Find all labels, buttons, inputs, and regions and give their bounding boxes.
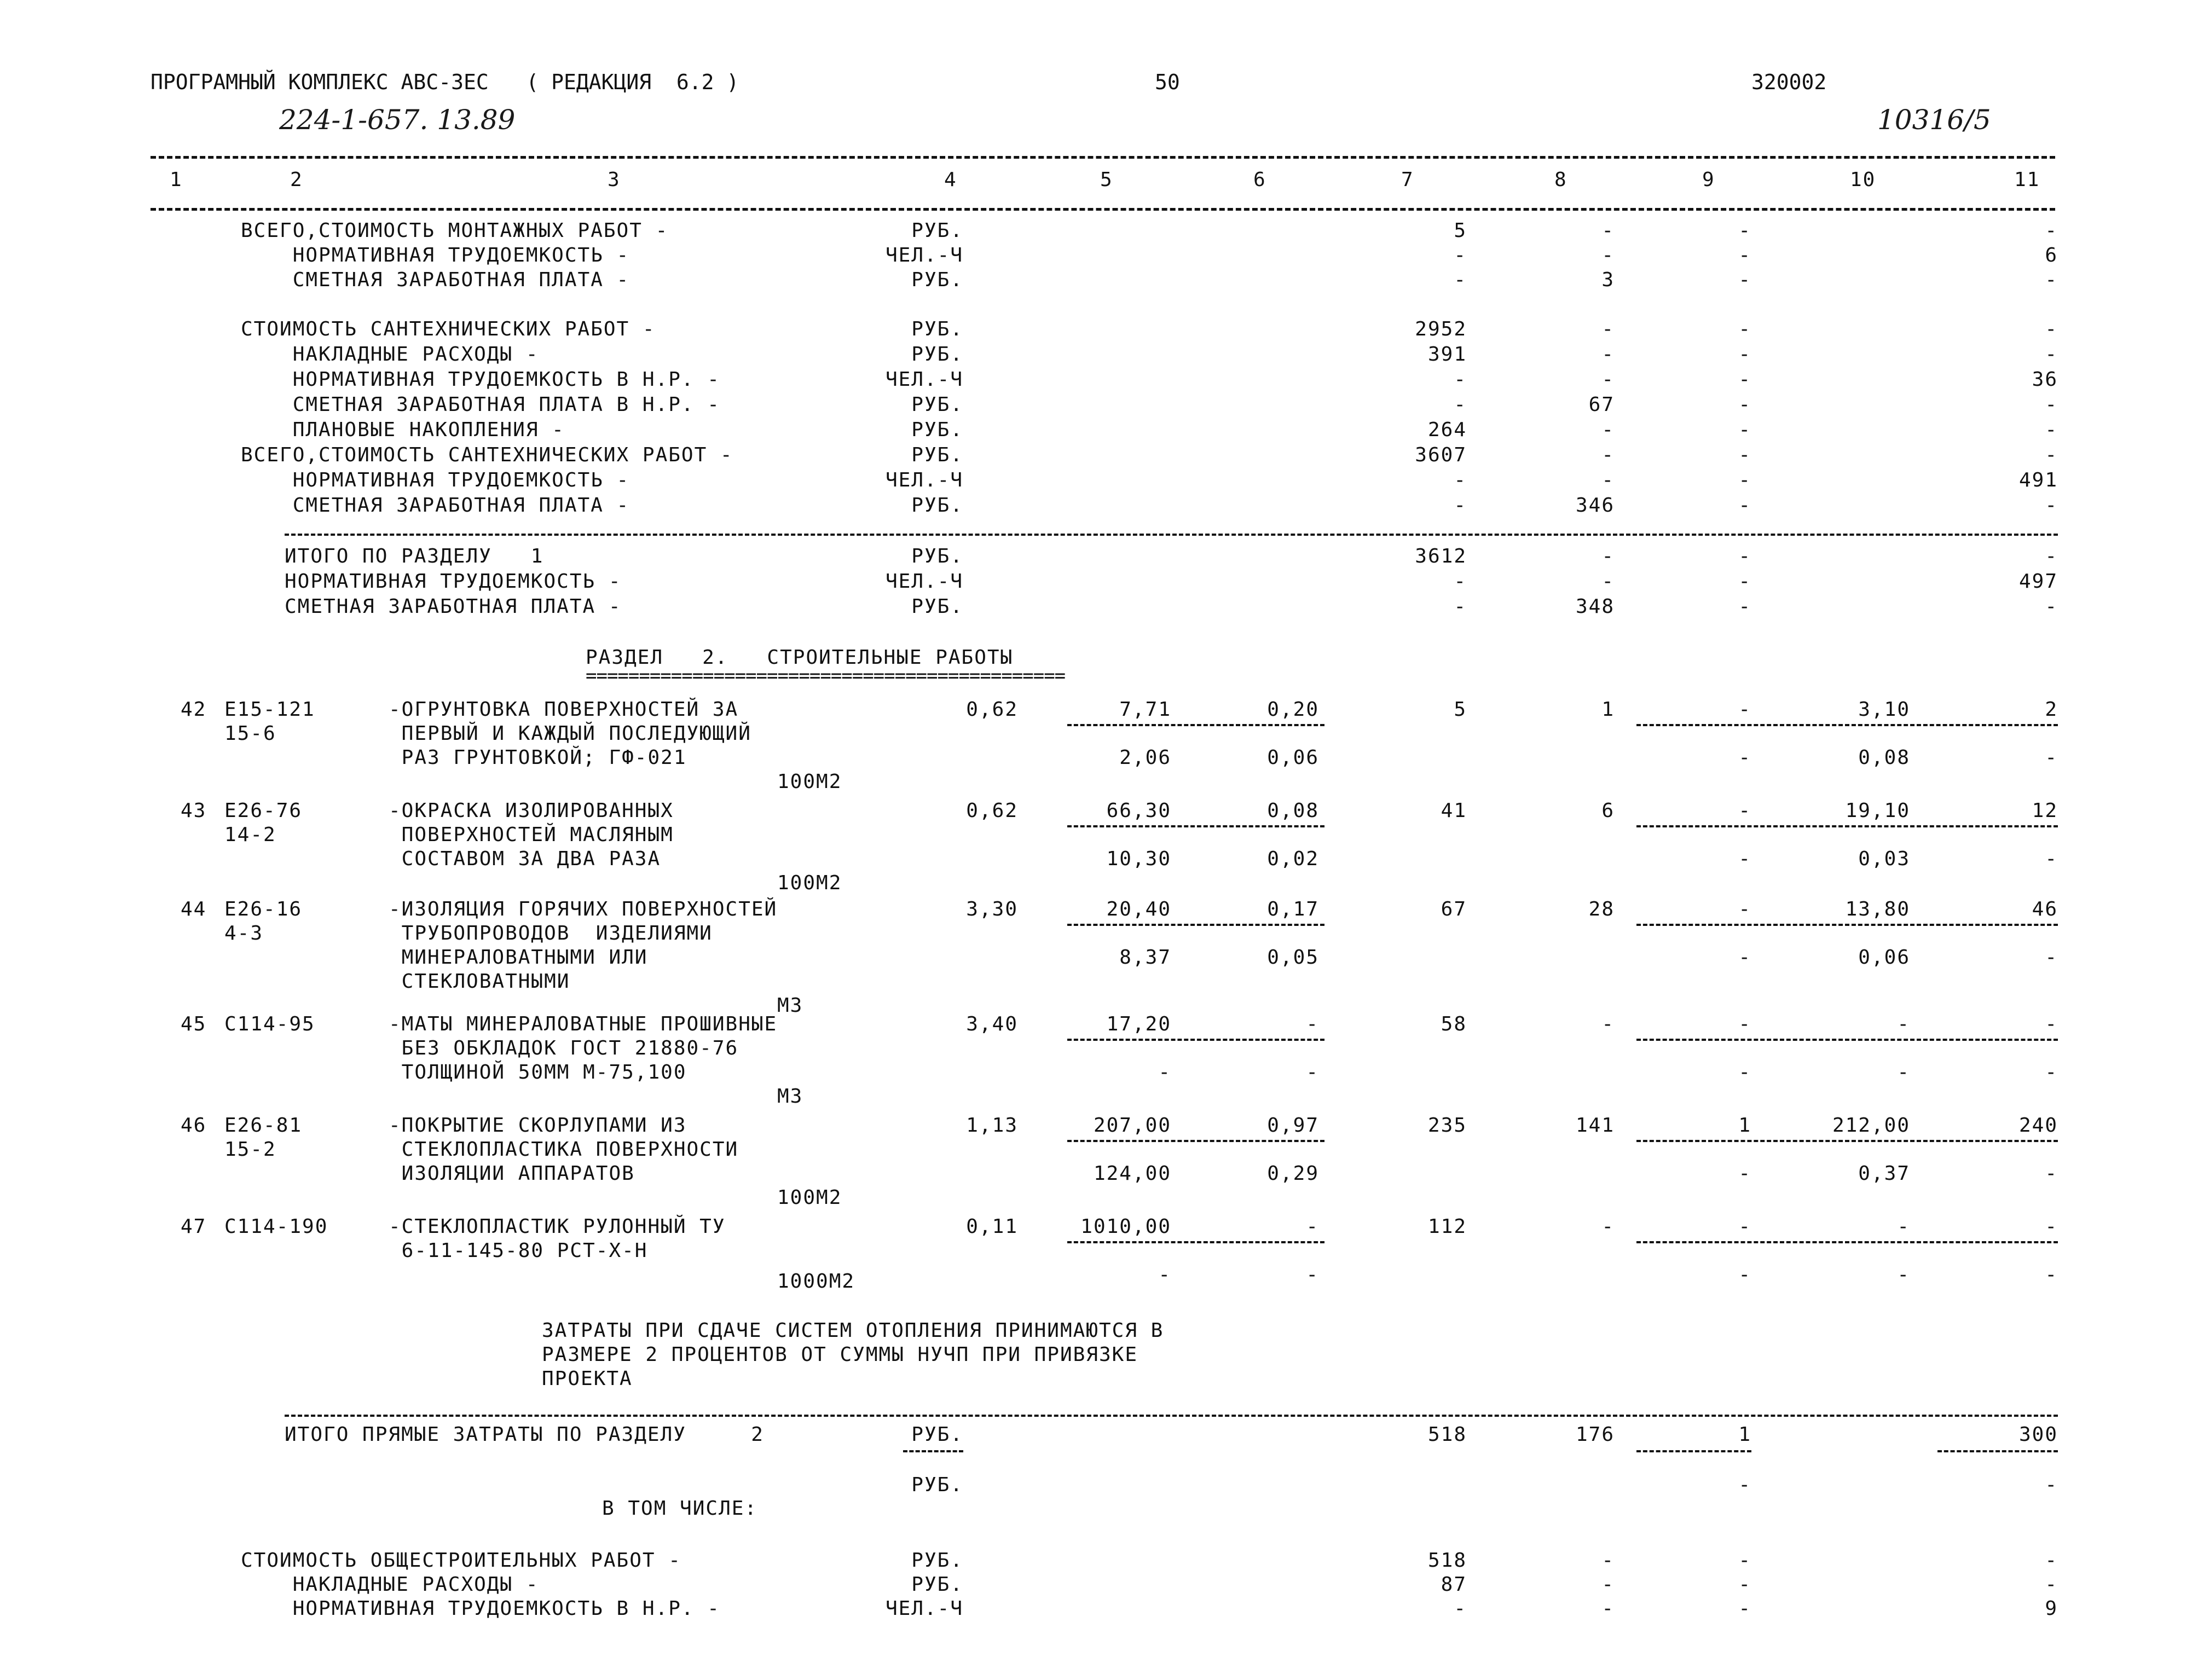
item-number: 47 [181,1215,207,1238]
summary-col8: 348 [1575,595,1615,618]
item-col6-sub: 0,06 [1267,746,1319,769]
item-col9-sub: - [1738,746,1751,769]
summary-col7: 518 [1427,1549,1467,1572]
summary-col7: - [1454,1597,1467,1620]
item-unit-price: 7,71 [1119,698,1171,721]
item-quantity: 1,13 [966,1114,1018,1137]
summary-col8: - [1601,219,1615,242]
section-total-col11: 300 [2018,1423,2058,1446]
item-unit-price-sub: 124,00 [1093,1162,1171,1185]
summary-label: ВСЕГО,СТОИМОСТЬ САНТЕХНИЧЕСКИХ РАБОТ - [241,444,733,466]
item-col8: 28 [1588,898,1615,920]
item-col11-sub: - [2045,746,2058,769]
summary-col9: - [1738,1573,1751,1596]
section-total-col8: 176 [1575,1423,1615,1446]
item-description: -ИЗОЛЯЦИЯ ГОРЯЧИХ ПОВЕРХНОСТЕЙ [389,898,778,920]
item-col6: 0,17 [1267,898,1319,920]
summary-col9: - [1738,318,1751,340]
summary-col7: - [1454,469,1467,491]
summary-label: СТОИМОСТЬ ОБЩЕСТРОИТЕЛЬНЫХ РАБОТ - [241,1549,681,1572]
summary-col9: - [1738,469,1751,491]
summary-col9: - [1738,269,1751,291]
item-number: 44 [181,898,207,920]
section-total-label: ИТОГО ПРЯМЫЕ ЗАТРАТЫ ПО РАЗДЕЛУ 2 [285,1423,764,1446]
item-col11: - [2045,1013,2058,1035]
item-unit-price-sub: 10,30 [1106,848,1171,870]
summary-unit: РУБ. [911,318,963,340]
item-col11: 2 [2045,698,2058,721]
item-total: 67 [1441,898,1467,920]
item-number: 45 [181,1013,207,1035]
section-total-unit: РУБ. [911,1423,963,1446]
item-code-sub: 4-3 [224,922,264,945]
item-col8: 1 [1601,698,1615,721]
item-col6: 0,08 [1267,800,1319,822]
summary-unit: РУБ. [911,595,963,618]
summary-unit: РУБ. [911,343,963,366]
item-unit: 100М2 [777,872,842,894]
summary-col7: 3612 [1415,545,1467,567]
summary-col11: 6 [2045,244,2058,267]
summary-col8: 67 [1588,393,1615,416]
item-col8: - [1601,1013,1615,1035]
item-unit: 100М2 [777,771,842,793]
section-total-col7: 518 [1427,1423,1467,1446]
item-col11-sub: - [2045,848,2058,870]
item-col10: 3,10 [1858,698,1910,721]
summary-col8: - [1601,545,1615,567]
summary-col11: - [2045,419,2058,441]
summary-col9: - [1738,419,1751,441]
item-col9-sub: - [1738,1264,1751,1286]
item-col9-sub: - [1738,1061,1751,1084]
item-col11-sub: - [2045,1264,2058,1286]
summary-col8: - [1601,343,1615,366]
summary-col9: - [1738,494,1751,517]
item-col9: - [1738,1215,1751,1238]
column-header-4: 4 [944,169,957,191]
summary-unit: ЧЕЛ.-Ч [885,244,963,267]
column-header-3: 3 [608,169,621,191]
item-col8: 6 [1601,800,1615,822]
summary-col8: - [1601,368,1615,391]
summary-col9: - [1738,545,1751,567]
item-col6-sub: 0,02 [1267,848,1319,870]
column-header-2: 2 [290,169,303,191]
item-col10-sub: 0,08 [1858,746,1910,769]
section-note: ЗАТРАТЫ ПРИ СДАЧЕ СИСТЕМ ОТОПЛЕНИЯ ПРИНИМАЮТСЯ В [542,1319,1164,1342]
item-sub-rule [1636,1140,2058,1142]
item-col9-sub: - [1738,1162,1751,1185]
item-description: СОСТАВОМ ЗА ДВА РАЗА [389,848,661,870]
section-note: ПРОЕКТА [542,1368,633,1390]
section-total-unit-sub: РУБ. [911,1474,963,1496]
summary-col9: - [1738,368,1751,391]
item-unit-price-sub: - [1158,1264,1171,1286]
item-total: 58 [1441,1013,1467,1035]
summary-col11: - [2045,595,2058,618]
summary-col9: - [1738,1597,1751,1620]
document-code: 320002 [1751,70,1827,94]
item-description: СТЕКЛОПЛАСТИКА ПОВЕРХНОСТИ [389,1138,739,1161]
item-col6-sub: - [1306,1264,1319,1286]
item-col9: - [1738,800,1751,822]
item-code: Е15-121 [224,698,315,721]
item-unit: 100М2 [777,1186,842,1209]
column-header-10: 10 [1850,169,1876,191]
summary-label: НАКЛАДНЫЕ РАСХОДЫ - [241,343,539,366]
summary-col8: - [1601,1549,1615,1572]
section-title-underline: ============================================= [586,665,1066,687]
section-total-col9-sub: - [1738,1474,1751,1496]
item-description: ТРУБОПРОВОДОВ ИЗДЕЛИЯМИ [389,922,713,945]
handwritten-sheet-number: 10316/5 [1877,104,1991,136]
summary-col9: - [1738,343,1751,366]
item-sub-rule [1636,825,2058,827]
item-description: -ПОКРЫТИЕ СКОРЛУПАМИ ИЗ [389,1114,687,1137]
summary-label: НАКЛАДНЫЕ РАСХОДЫ - [241,1573,539,1596]
summary-col11: - [2045,219,2058,242]
item-unit-price-sub: 2,06 [1119,746,1171,769]
summary-unit: РУБ. [911,494,963,517]
item-col6: - [1306,1215,1319,1238]
column-header-7: 7 [1401,169,1414,191]
item-sub-rule [1636,1039,2058,1041]
item-col10: 19,10 [1845,800,1910,822]
summary-col11: - [2045,444,2058,466]
column-header-rule [151,208,2055,211]
item-col6-sub: - [1306,1061,1319,1084]
summary-unit: РУБ. [911,419,963,441]
summary-label: НОРМАТИВНАЯ ТРУДОЕМКОСТЬ - [241,244,630,267]
item-number: 42 [181,698,207,721]
item-col9-sub: - [1738,848,1751,870]
summary-col8: - [1601,419,1615,441]
summary-label: СМЕТНАЯ ЗАРАБОТНАЯ ПЛАТА - [285,595,622,618]
item-col6-sub: 0,29 [1267,1162,1319,1185]
item-sub-rule [1636,724,2058,726]
item-sub-rule [1067,1140,1324,1142]
item-code-sub: 15-6 [224,722,276,745]
item-col6: 0,20 [1267,698,1319,721]
item-unit-price-sub: 8,37 [1119,946,1171,969]
summary-label: ПЛАНОВЫЕ НАКОПЛЕНИЯ - [241,419,565,441]
item-col10: 13,80 [1845,898,1910,920]
item-col11-sub: - [2045,1061,2058,1084]
item-sub-rule [1636,924,2058,926]
item-code: Е26-81 [224,1114,303,1137]
summary-col11: 36 [2032,368,2058,391]
unit-sub-rule [903,1450,963,1452]
item-col11: 46 [2032,898,2058,920]
item-description: РАЗ ГРУНТОВКОЙ; ГФ-021 [389,746,687,769]
item-sub-rule [1636,1241,2058,1243]
summary-label: СМЕТНАЯ ЗАРАБОТНАЯ ПЛАТА В Н.Р. - [241,393,720,416]
summary-col7: - [1454,595,1467,618]
summary-col11: 491 [2018,469,2058,491]
program-title: ПРОГРАМНЫЙ КОМПЛЕКС АВС-ЗЕС ( РЕДАКЦИЯ 6.2 ) [151,70,739,94]
summary-col11: 9 [2045,1597,2058,1620]
summary-col11: - [2045,343,2058,366]
summary-col11: - [2045,269,2058,291]
item-description: -ОГРУНТОВКА ПОВЕРХНОСТЕЙ ЗА [389,698,739,721]
summary-unit: РУБ. [911,269,963,291]
summary-unit: РУБ. [911,545,963,567]
item-col10: - [1897,1215,1910,1238]
summary-unit: ЧЕЛ.-Ч [885,368,963,391]
item-col8: - [1601,1215,1615,1238]
item-sub-rule [1067,1039,1324,1041]
section2-total-rule [285,1415,2058,1417]
item-col6-sub: 0,05 [1267,946,1319,969]
summary-col11: 497 [2018,570,2058,593]
section1-total-rule [285,534,2058,536]
summary-label: НОРМАТИВНАЯ ТРУДОЕМКОСТЬ В Н.Р. - [241,368,720,391]
item-col10-sub: 0,06 [1858,946,1910,969]
item-col6: 0,97 [1267,1114,1319,1137]
summary-col8: - [1601,444,1615,466]
item-col10: - [1897,1013,1910,1035]
item-col9: 1 [1738,1114,1751,1137]
summary-col8: - [1601,1573,1615,1596]
summary-col8: - [1601,318,1615,340]
item-col9: - [1738,1013,1751,1035]
summary-col7: - [1454,494,1467,517]
summary-col7: 2952 [1415,318,1467,340]
summary-label: НОРМАТИВНАЯ ТРУДОЕМКОСТЬ В Н.Р. - [241,1597,720,1620]
item-col6: - [1306,1013,1319,1035]
summary-col11: - [2045,1549,2058,1572]
item-col9: - [1738,898,1751,920]
item-quantity: 0,11 [966,1215,1018,1238]
item-description: БЕЗ ОБКЛАДОК ГОСТ 21880-76 [389,1037,739,1059]
item-total: 235 [1427,1114,1467,1137]
item-sub-rule [1067,825,1324,827]
item-col11: - [2045,1215,2058,1238]
section-total-col9: 1 [1738,1423,1751,1446]
item-col11: 12 [2032,800,2058,822]
page-number: 50 [1155,70,1180,94]
item-quantity: 3,30 [966,898,1018,920]
item-quantity: 3,40 [966,1013,1018,1035]
summary-col9: - [1738,244,1751,267]
summary-col9: - [1738,219,1751,242]
item-number: 43 [181,800,207,822]
summary-col8: - [1601,469,1615,491]
item-col9-sub: - [1738,946,1751,969]
item-quantity: 0,62 [966,698,1018,721]
item-unit-price: 66,30 [1106,800,1171,822]
total-sub-rule [1636,1450,1751,1452]
item-unit: М3 [777,1085,803,1108]
summary-label: СТОИМОСТЬ САНТЕХНИЧЕСКИХ РАБОТ - [241,318,656,340]
summary-col8: 3 [1601,269,1615,291]
summary-unit: ЧЕЛ.-Ч [885,1597,963,1620]
item-sub-rule [1067,724,1324,726]
section-title: РАЗДЕЛ 2. СТРОИТЕЛЬНЫЕ РАБОТЫ [586,646,1014,669]
summary-label: СМЕТНАЯ ЗАРАБОТНАЯ ПЛАТА - [241,494,630,517]
total-sub-rule [1937,1450,2058,1452]
summary-col7: - [1454,269,1467,291]
summary-unit: РУБ. [911,393,963,416]
item-number: 46 [181,1114,207,1137]
item-col11-sub: - [2045,1162,2058,1185]
item-description: СТЕКЛОВАТНЫМИ [389,970,570,993]
summary-col7: 5 [1454,219,1467,242]
item-unit-price: 1010,00 [1080,1215,1171,1238]
item-code: С114-95 [224,1013,315,1035]
section-total-col11-sub: - [2045,1474,2058,1496]
summary-unit: ЧЕЛ.-Ч [885,570,963,593]
item-code-sub: 15-2 [224,1138,276,1161]
item-col10-sub: 0,03 [1858,848,1910,870]
summary-col9: - [1738,444,1751,466]
summary-col11: - [2045,545,2058,567]
item-col11: 240 [2018,1114,2058,1137]
summary-col7: - [1454,393,1467,416]
item-sub-rule [1067,1241,1324,1243]
item-description: ИЗОЛЯЦИИ АППАРАТОВ [389,1162,635,1185]
summary-col9: - [1738,570,1751,593]
item-unit-price: 20,40 [1106,898,1171,920]
item-unit-price: 17,20 [1106,1013,1171,1035]
column-header-11: 11 [2014,169,2040,191]
item-col10-sub: - [1897,1061,1910,1084]
item-description: ПОВЕРХНОСТЕЙ МАСЛЯНЫМ [389,824,674,846]
item-unit: 1000М2 [777,1270,855,1293]
summary-col11: - [2045,494,2058,517]
summary-col7: - [1454,368,1467,391]
summary-col8: - [1601,570,1615,593]
item-description: МИНЕРАЛОВАТНЫМИ ИЛИ [389,946,648,969]
summary-col7: - [1454,244,1467,267]
summary-col8: - [1601,244,1615,267]
item-total: 41 [1441,800,1467,822]
item-description: ТОЛЩИНОЙ 50ММ М-75,100 [389,1061,687,1084]
summary-col7: - [1454,570,1467,593]
item-code-sub: 14-2 [224,824,276,846]
summary-col11: - [2045,393,2058,416]
section-note: РАЗМЕРЕ 2 ПРОЦЕНТОВ ОТ СУММЫ НУЧП ПРИ ПРИВЯЗКЕ [542,1343,1138,1366]
item-col10: 212,00 [1832,1114,1910,1137]
summary-col7: 87 [1441,1573,1467,1596]
summary-label: ИТОГО ПО РАЗДЕЛУ 1 [285,545,544,567]
summary-col9: - [1738,1549,1751,1572]
summary-unit: ЧЕЛ.-Ч [885,469,963,491]
summary-label: НОРМАТИВНАЯ ТРУДОЕМКОСТЬ - [285,570,622,593]
item-sub-rule [1067,924,1324,926]
summary-col11: - [2045,318,2058,340]
item-total: 5 [1454,698,1467,721]
summary-unit: РУБ. [911,444,963,466]
column-header-8: 8 [1554,169,1567,191]
column-header-9: 9 [1702,169,1715,191]
summary-col7: 391 [1427,343,1467,366]
summary-col8: - [1601,1597,1615,1620]
item-description: -СТЕКЛОПЛАСТИК РУЛОННЫЙ ТУ [389,1215,726,1238]
item-description: -МАТЫ МИНЕРАЛОВАТНЫЕ ПРОШИВНЫЕ [389,1013,778,1035]
table-top-rule [151,156,2055,159]
item-description: -ОКРАСКА ИЗОЛИРОВАННЫХ [389,800,674,822]
item-unit-price: 207,00 [1093,1114,1171,1137]
item-col8: 141 [1575,1114,1615,1137]
summary-col9: - [1738,595,1751,618]
summary-col7: 3607 [1415,444,1467,466]
summary-label: ВСЕГО,СТОИМОСТЬ МОНТАЖНЫХ РАБОТ - [241,219,669,242]
item-total: 112 [1427,1215,1467,1238]
summary-label: НОРМАТИВНАЯ ТРУДОЕМКОСТЬ - [241,469,630,491]
column-header-1: 1 [170,169,183,191]
item-code: С114-190 [224,1215,328,1238]
summary-col7: 264 [1427,419,1467,441]
item-col10-sub: - [1897,1264,1910,1286]
item-code: Е26-76 [224,800,303,822]
item-code: Е26-16 [224,898,303,920]
item-unit: М3 [777,994,803,1017]
summary-unit: РУБ. [911,219,963,242]
summary-col9: - [1738,393,1751,416]
item-quantity: 0,62 [966,800,1018,822]
summary-unit: РУБ. [911,1549,963,1572]
summary-col8: 346 [1575,494,1615,517]
column-header-6: 6 [1253,169,1266,191]
summary-label: СМЕТНАЯ ЗАРАБОТНАЯ ПЛАТА - [241,269,630,291]
column-header-5: 5 [1100,169,1113,191]
item-unit-price-sub: - [1158,1061,1171,1084]
item-col11-sub: - [2045,946,2058,969]
item-description: 6-11-145-80 РСТ-Х-Н [389,1239,648,1262]
item-description: ПЕРВЫЙ И КАЖДЫЙ ПОСЛЕДУЮЩИЙ [389,722,751,745]
handwritten-project-number: 224-1-657. 13.89 [279,104,516,136]
item-col9: - [1738,698,1751,721]
item-col10-sub: 0,37 [1858,1162,1910,1185]
summary-col11: - [2045,1573,2058,1596]
including-label: В ТОМ ЧИСЛЕ: [602,1497,758,1520]
summary-unit: РУБ. [911,1573,963,1596]
